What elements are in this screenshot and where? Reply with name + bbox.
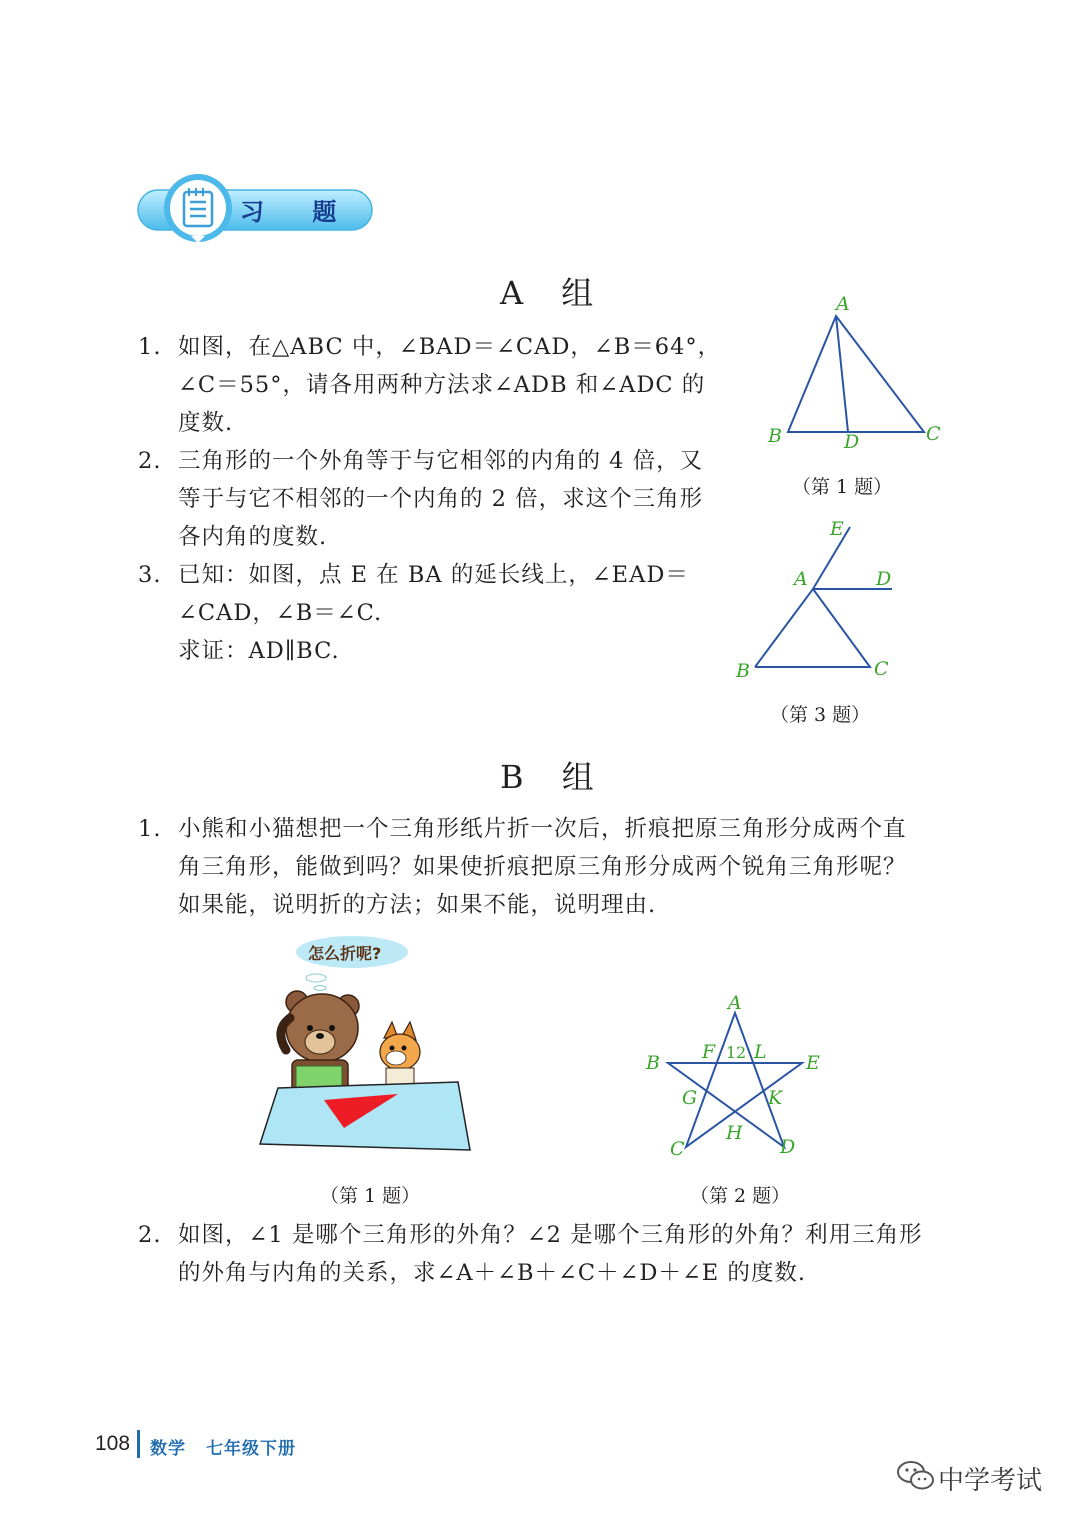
group-b-title: B 组 bbox=[500, 758, 608, 796]
notepad-icon bbox=[184, 188, 212, 226]
footer-book: 七年级下册 bbox=[206, 1439, 296, 1459]
label-a: A bbox=[728, 992, 742, 1014]
bear-icon bbox=[281, 991, 359, 1094]
label-d: D bbox=[780, 1136, 796, 1158]
group-a-problem-3: 3. 已知：如图，点 E 在 BA 的延长线上，∠EAD＝ ∠CAD，∠B＝∠C. 求证：AD∥BC. bbox=[138, 562, 689, 664]
label-c: C bbox=[874, 658, 889, 680]
group-a-problem-2: 2. 三角形的一个外角等于与它相邻的内角的 4 倍，又 等于与它不相邻的一个内角的 2 倍，求这个三角形 各内角的度数. bbox=[138, 448, 704, 550]
label-e: E bbox=[806, 1052, 820, 1074]
label-e: E bbox=[830, 518, 844, 540]
label-d: D bbox=[876, 568, 892, 590]
figure-caption-b1: （第 1 题） bbox=[320, 1185, 421, 1207]
label-g: G bbox=[682, 1087, 698, 1109]
footer-subject: 数学 bbox=[150, 1439, 186, 1459]
wechat-icon bbox=[896, 1458, 936, 1494]
label-b: B bbox=[768, 425, 782, 447]
page-number: 108 bbox=[95, 1432, 131, 1455]
group-b-problem-1: 1. 小熊和小猫想把一个三角形纸片折一次后，折痕把原三角形分成两个直 角三角形，能做到吗？如果使折痕把原三角形分成两个锐角三角形呢？ 如果能，说明折的方法；如果不能，说明理由. bbox=[138, 816, 907, 918]
figure-pentagram bbox=[630, 985, 840, 1165]
label-a: A bbox=[794, 568, 808, 590]
section-title: 习 题 bbox=[240, 198, 357, 226]
table-shape bbox=[260, 1082, 470, 1150]
figure-triangle-exterior-angle bbox=[730, 515, 920, 685]
figure-caption-b2: （第 2 题） bbox=[690, 1185, 791, 1207]
watermark-text: 中学考试 bbox=[938, 1466, 1043, 1496]
label-k: K bbox=[768, 1087, 783, 1109]
label-h: H bbox=[726, 1122, 743, 1144]
label-c: C bbox=[926, 423, 941, 445]
group-b-problem-2: 2. 如图，∠1 是哪个三角形的外角？∠2 是哪个三角形的外角？利用三角形 的外角与内角的关系，求∠A＋∠B＋∠C＋∠D＋∠E 的度数. bbox=[138, 1222, 923, 1286]
figure-triangle-abc bbox=[760, 290, 960, 460]
footer-divider bbox=[137, 1430, 140, 1458]
group-a-problem-1: 1. 如图，在△ABC 中，∠BAD＝∠CAD，∠B＝64°， ∠C＝55°，请各用两种方法求∠ADB 和∠ADC 的 度数. bbox=[138, 334, 722, 436]
label-angle-1: 1 bbox=[726, 1043, 737, 1062]
figure-caption-a3: （第 3 题） bbox=[770, 704, 871, 726]
label-l: L bbox=[754, 1041, 767, 1063]
label-a: A bbox=[836, 293, 850, 315]
label-f: F bbox=[702, 1041, 716, 1063]
speech-text: 怎么折呢? bbox=[308, 944, 382, 963]
figure-bear-cat-illustration bbox=[252, 930, 482, 1160]
figure-caption-a1: （第 1 题） bbox=[792, 476, 893, 498]
label-b: B bbox=[646, 1052, 660, 1074]
label-b: B bbox=[736, 660, 750, 682]
label-c: C bbox=[670, 1138, 685, 1160]
label-d: D bbox=[844, 431, 860, 453]
group-a-title: A 组 bbox=[500, 274, 608, 312]
label-angle-2: 2 bbox=[736, 1043, 747, 1062]
